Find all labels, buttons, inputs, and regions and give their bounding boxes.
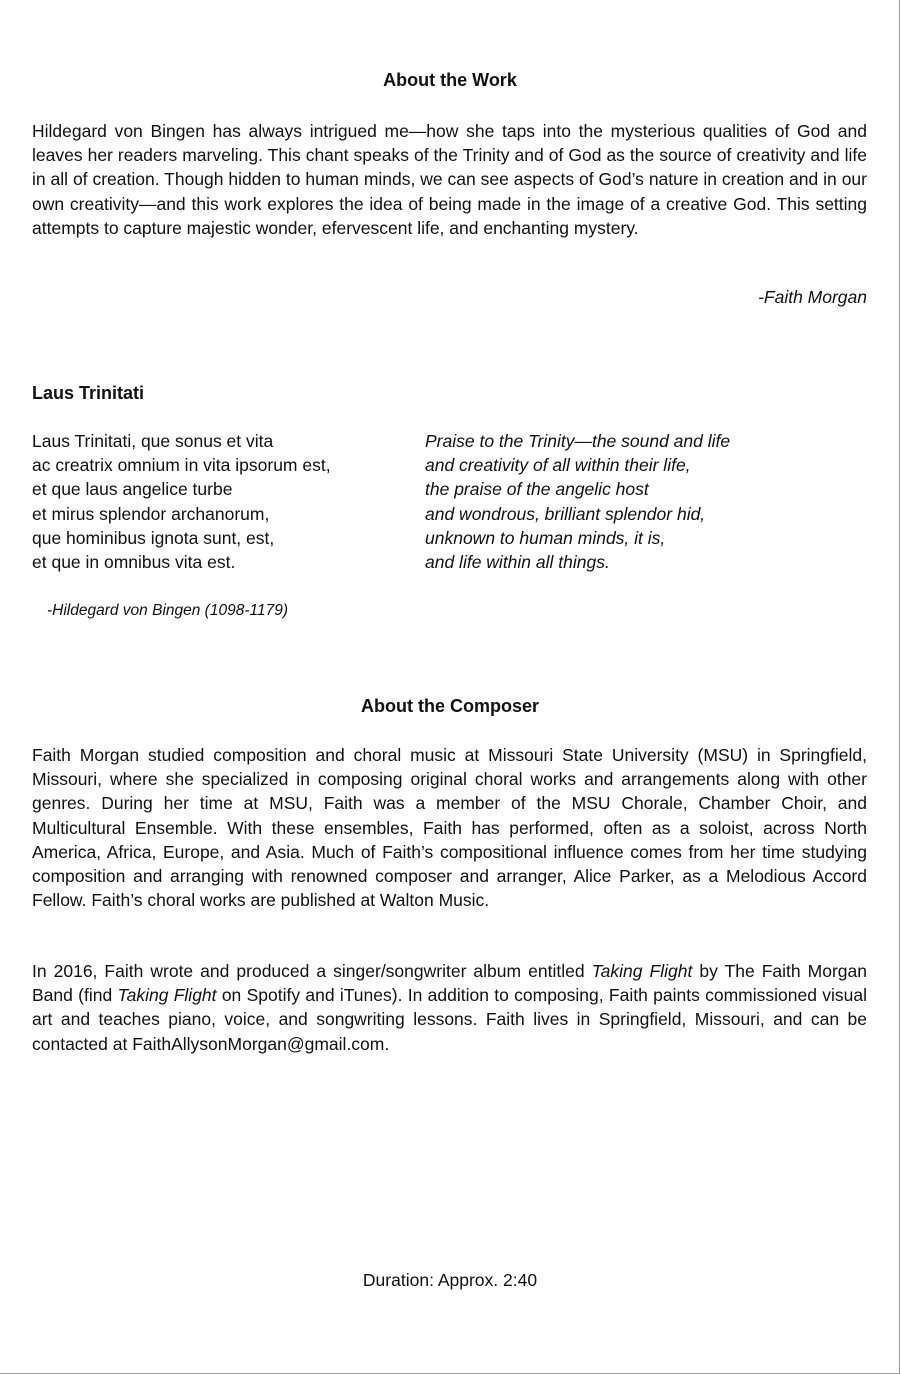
composer-bio-paragraph-2 bbox=[32, 959, 867, 1056]
about-work-heading: About the Work bbox=[383, 70, 517, 90]
latin-line: ac creatrix omnium in vita ipsorum est, bbox=[32, 455, 331, 476]
text-title: Laus Trinitati bbox=[32, 383, 145, 403]
latin-line: et que laus angelice turbe bbox=[32, 479, 233, 500]
about-composer-heading: About the Composer bbox=[361, 696, 539, 716]
bio-text: by The Faith Morgan Band (find bbox=[32, 961, 868, 1006]
text-credit: -Hildegard von Bingen (1098-1179) bbox=[47, 602, 288, 619]
english-line: unknown to human minds, it is, bbox=[425, 527, 666, 548]
latin-line: Laus Trinitati, que sonus et vita bbox=[32, 431, 274, 451]
duration: Duration: Approx. 2:40 bbox=[362, 1270, 538, 1290]
english-line: the praise of the angelic host bbox=[425, 479, 649, 500]
about-work-paragraph: Hildegard von Bingen has always intrigued me—how she taps into the mysterious qualities of God and leaves her readers marveling. This chant speaks of the Trinity and of God as the source of creativity and life in all of creation. Though hidden to human minds, we can see aspects of God’s nature in creation and in our own creativity—and this work explores the idea of being made in the image of a creative God. This setting attempts to capture majestic wonder, efervescent life, and enchanting mystery. bbox=[32, 121, 867, 238]
english-line: and creativity of all within their life, bbox=[425, 455, 691, 476]
bio-text: In 2016, Faith wrote and produced a singer/songwriter album entitled bbox=[32, 961, 592, 981]
album-title: Taking Flight bbox=[591, 961, 693, 981]
english-line: and life within all things. bbox=[425, 552, 610, 573]
latin-text bbox=[32, 429, 331, 574]
author-signature: -Faith Morgan bbox=[758, 287, 867, 307]
album-title: Taking Flight bbox=[117, 985, 217, 1006]
english-line: and wondrous, brilliant splendor hid, bbox=[425, 503, 706, 524]
english-translation bbox=[425, 429, 730, 574]
latin-line: et que in omnibus vita est. bbox=[32, 552, 236, 573]
bio-text: on Spotify and iTunes). In addition to composing, Faith paints commissioned visual art and teaches piano, voice, and songwriting lessons. Faith lives in Springfield, Missouri, and can be contacted at FaithAllysonMorgan@gmail.com. bbox=[32, 985, 868, 1054]
latin-line: que hominibus ignota sunt, est, bbox=[32, 527, 275, 548]
composer-bio-paragraph-1: Faith Morgan studied composition and choral music at Missouri State University (MSU) in Springfield, Missouri, where she specialized in composing original choral works and arrangements along with other genres. During her time at MSU, Faith was a member of the MSU Chorale, Chamber Choir, and Multicultural Ensemble. With these ensembles, Faith has performed, often as a soloist, across North America, Africa, Europe, and Asia. Much of Faith’s compositional influence comes from her time studying composition and arranging with renowned composer and arranger, Alice Parker, as a Melodious Accord Fellow. Faith’s choral works are published at Walton Music. bbox=[32, 745, 867, 911]
english-line: Praise to the Trinity—the sound and life bbox=[425, 431, 731, 451]
latin-line: et mirus splendor archanorum, bbox=[32, 503, 270, 524]
